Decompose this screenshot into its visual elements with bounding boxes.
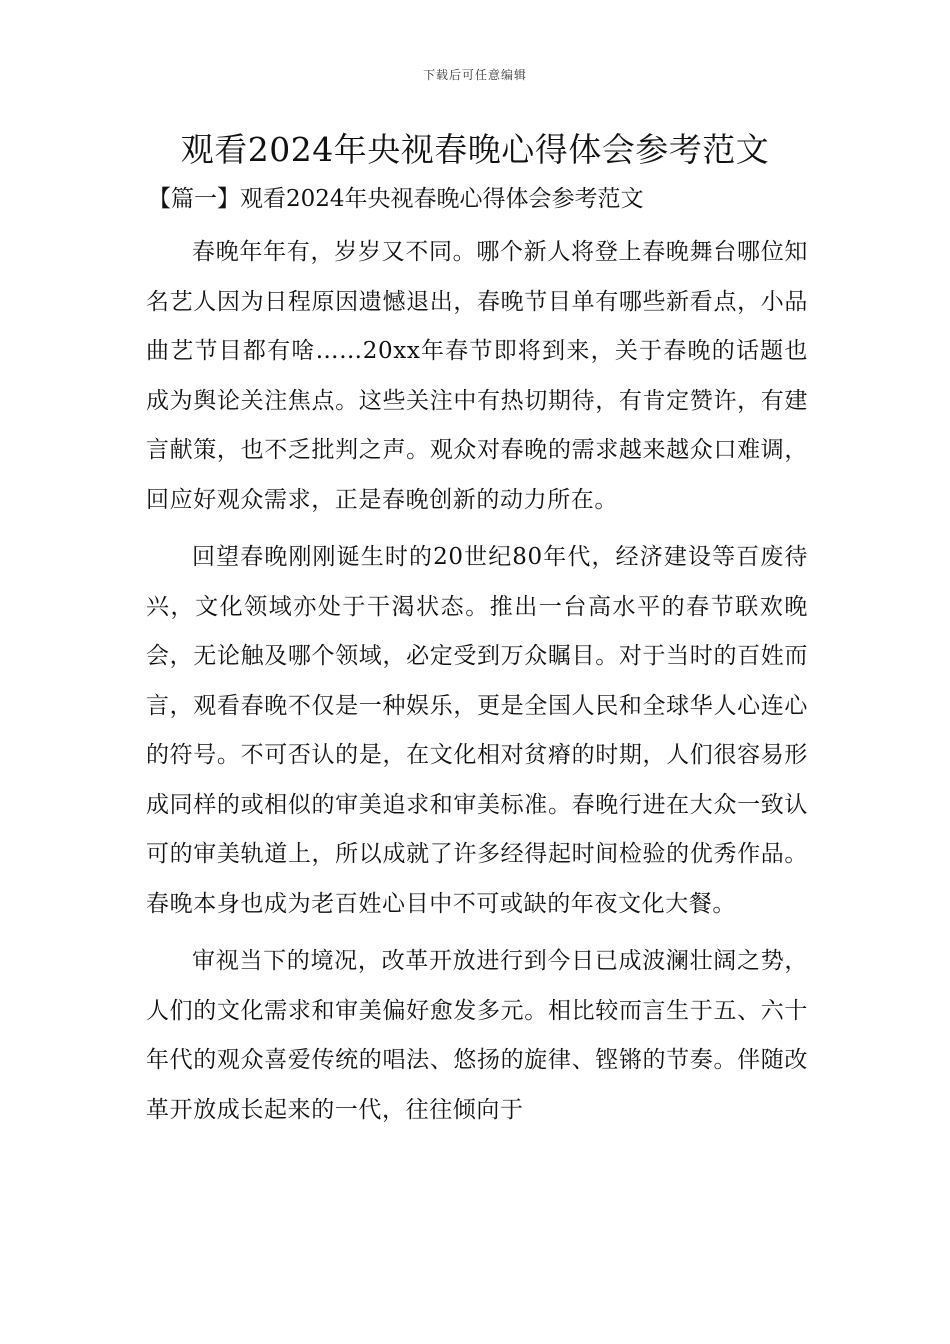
document-title: 观看2024年央视春晚心得体会参考范文 — [180, 130, 770, 169]
section-heading: 【篇一】观看2024年央视春晚心得体会参考范文 — [148, 186, 644, 212]
paragraph-1: 春晚年年有，岁岁又不同。哪个新人将登上春晚舞台哪位知名艺人因为日程原因遗憾退出，春晚节目单有哪些新看点，小品曲艺节目都有啥……20xx年春节即将到来，关于春晚的话题也成为舆论关注焦点。这些关注中有热切期待，有肯定赞许，有建言献策，也不乏批判之声。观众对春晚的需求越来越众口难调，回应好观众需求，正是春晚创新的动力所在。 — [146, 239, 808, 513]
paragraph-3: 审视当下的境况，改革开放进行到今日已成波澜壮阔之势，人们的文化需求和审美偏好愈发多元。相比较而言生于五、六十年代的观众喜爱传统的唱法、悠扬的旋律、铿锵的节奏。伴随改革开放成长起来的一代，往往倾向于 — [146, 948, 808, 1123]
paragraph-2: 回望春晚刚刚诞生时的20世纪80年代，经济建设等百废待兴，文化领域亦处于干渴状态。推出一台高水平的春节联欢晚会，无论触及哪个领域，必定受到万众瞩目。对于当时的百姓而言，观看春晚不仅是一种娱乐，更是全国人民和全球华人心连心的符号。不可否认的是，在文化相对贫瘠的时期，人们很容易形成同样的或相似的审美追求和审美标准。春晚行进在大众一致认可的审美轨道上，所以成就了许多经得起时间检验的优秀作品。春晚本身也成为老百姓心目中不可或缺的年夜文化大餐。 — [146, 544, 808, 917]
page-header-note: 下载后可任意编辑 — [422, 68, 527, 82]
document-body — [146, 228, 808, 1143]
